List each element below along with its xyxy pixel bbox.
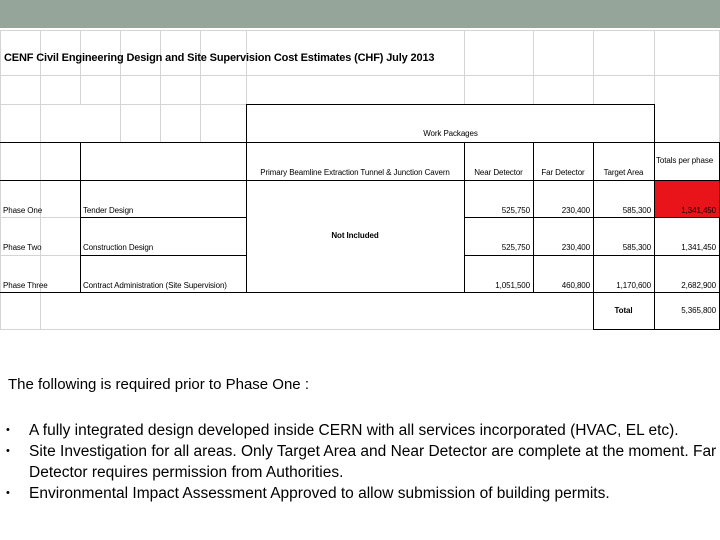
list-item-text: Site Investigation for all areas. Only Target Area and Near Detector are complete at the moment. Far Detector requires permission from Authorities. [29, 443, 717, 481]
task-label: Contract Administration (Site Supervision) [83, 281, 227, 290]
totals-header: Totals per phase [656, 156, 714, 165]
task-label: Tender Design [83, 206, 134, 215]
total-label: Total [614, 306, 633, 315]
target-area-value: 585,300 [622, 206, 651, 215]
gridline [464, 30, 465, 105]
near-detector-value: 1,051,500 [495, 281, 530, 290]
gridline [0, 30, 720, 31]
phase-label: Phase Two [3, 243, 42, 252]
list-item [6, 420, 718, 441]
column-header-primary-beamline: Primary Beamline Extraction Tunnel & Junction Cavern [260, 168, 450, 177]
far-detector-value: 230,400 [561, 206, 590, 215]
task-label: Construction Design [83, 243, 154, 252]
far-detector-value: 460,800 [561, 281, 590, 290]
not-included-label: Not Included [331, 231, 379, 240]
sheet-title: CENF Civil Engineering Design and Site Supervision Cost Estimates (CHF) July 2013 [4, 52, 435, 64]
grand-total-value: 5,365,800 [681, 306, 716, 315]
gridline [533, 30, 534, 105]
table-border [80, 217, 246, 218]
gridline [120, 30, 121, 142]
table-border [80, 255, 246, 256]
table-border [593, 329, 720, 330]
notes-intro: The following is required prior to Phase One : [8, 376, 309, 393]
list-item [6, 441, 718, 483]
gridline [593, 30, 594, 105]
table-border [246, 142, 247, 293]
target-area-value: 1,170,600 [616, 281, 651, 290]
column-header-near-detector: Near Detector [474, 168, 523, 177]
table-border [0, 180, 720, 181]
requirements-list [6, 420, 718, 504]
gridline [160, 30, 161, 142]
table-border [0, 292, 720, 293]
gridline [200, 30, 201, 142]
gridline [0, 75, 720, 76]
gridline [0, 255, 80, 256]
title-bar [0, 0, 720, 28]
bullet-icon: • [6, 424, 10, 436]
phase-label: Phase Three [3, 281, 48, 290]
bullet-icon: • [6, 445, 10, 457]
gridline [0, 104, 246, 105]
table-border [464, 255, 720, 256]
gridline [654, 30, 655, 105]
list-item [6, 483, 718, 504]
near-detector-value: 525,750 [501, 206, 530, 215]
table-border [246, 104, 655, 105]
near-detector-value: 525,750 [501, 243, 530, 252]
list-item-text: A fully integrated design developed inside CERN with all services incorporated (HVAC, EL etc). [29, 422, 679, 439]
phase-total-value: 1,341,450 [681, 243, 716, 252]
work-packages-label: Work Packages [423, 129, 478, 138]
column-header-far-detector: Far Detector [541, 168, 585, 177]
list-item-text: Environmental Impact Assessment Approved to allow submission of building permits. [29, 485, 610, 502]
table-border [464, 217, 720, 218]
far-detector-value: 230,400 [561, 243, 590, 252]
gridline [80, 30, 81, 105]
phase-total-value: 1,341,450 [681, 206, 716, 215]
bullet-icon: • [6, 487, 10, 499]
gridline [0, 217, 80, 218]
phase-label: Phase One [3, 206, 43, 215]
phase-total-value: 2,682,900 [681, 281, 716, 290]
column-header-target-area: Target Area [603, 168, 644, 177]
table-border [0, 142, 720, 143]
target-area-value: 585,300 [622, 243, 651, 252]
